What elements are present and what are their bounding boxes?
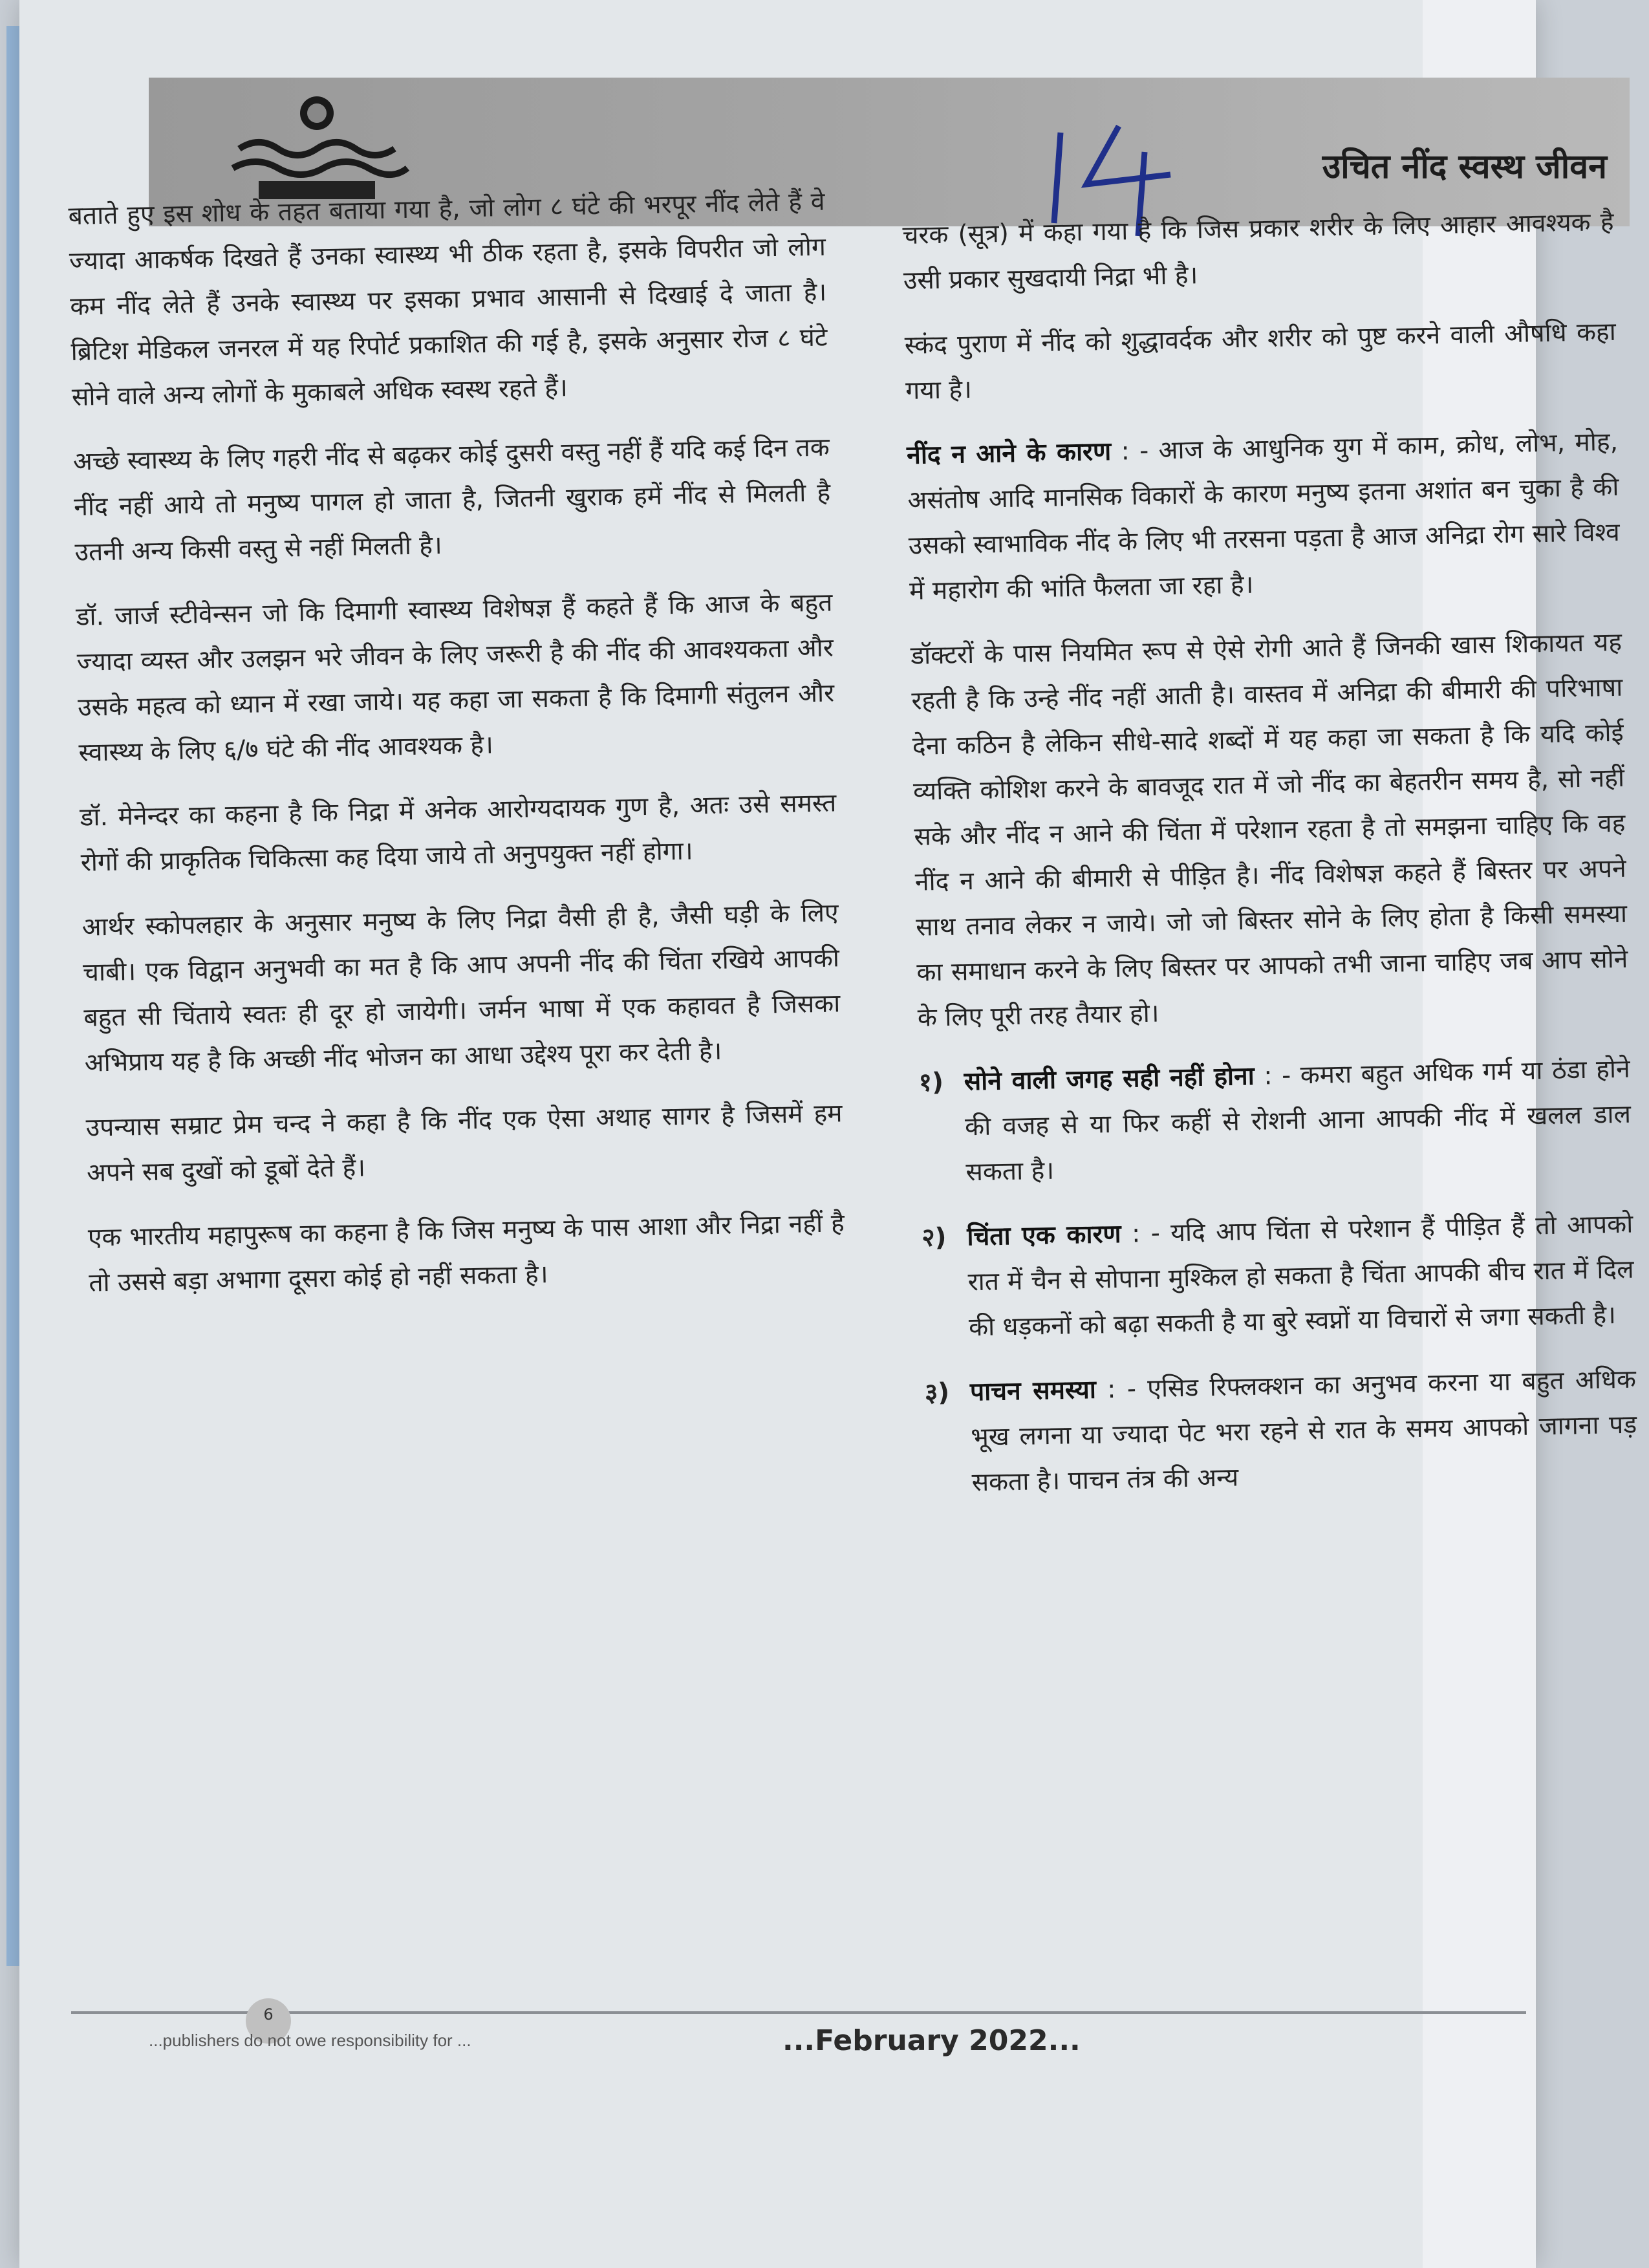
- list-text: : - एसिड रिफ्लक्शन का अनुभव करना या बहुत अधिक भूख लगना या ज्यादा पेट भरा रहने से रात के समय आपको जागना पड़ सकता है। पाचन तंत्र की अन्य: [970, 1365, 1637, 1498]
- paragraph: चरक (सूत्र) में कहा गया है कि जिस प्रकार शरीर के लिए आहार आवश्यक है उसी प्रकार सुखदायी निद्रा भी है।: [902, 207, 1614, 296]
- footer-magazine-name: ...February 2022...: [782, 2024, 1081, 2057]
- list-heading: चिंता एक कारण: [966, 1219, 1122, 1252]
- left-column: [68, 180, 846, 1326]
- paragraph: बताते हुए इस शोध के तहत बताया गया है, जो लोग ८ घंटे की भरपूर नींद लेते हैं वे ज्यादा आकर्षक दिखते हैं उनका स्वास्थ्य भी ठीक रहता है, इसके विपरीत जो लोग कम नींद लेते हैं उनके स्वास्थ्य पर इसका प्रभाव आसानी से दिखाई दे जाता है। ब्रिटिश मेडिकल जनरल में यह रिपोर्ट प्रकाशित की गई है, इसके अनुसार रोज ८ घंटे सोने वाले अन्य लोगों के मुकाबले अधिक स्वस्थ रहते हैं।: [68, 187, 828, 412]
- paragraph: एक भारतीय महापुरूष का कहना है कि जिस मनुष्य के पास आशा और निद्रा नहीं है तो उससे बड़ा अभागा दूसरा कोई हो नहीं सकता है।: [87, 1209, 845, 1298]
- article-title: उचित नींद स्वस्थ जीवन: [1322, 147, 1607, 186]
- list-number: ३): [924, 1377, 950, 1408]
- paragraph: अच्छे स्वास्थ्य के लिए गहरी नींद से बढ़कर कोई दुसरी वस्तु नहीं हैं यदि कई दिन तक नींद नहीं आये तो मनुष्य पागल हो जाता है, जितनी खुराक हमें नींद से मिलती है उतनी अन्य किसी वस्तु से नहीं मिलती है।: [72, 433, 831, 567]
- causes-heading: नींद न आने के कारण: [906, 437, 1112, 470]
- list-body: [967, 1202, 1635, 1351]
- causes-text: : - आज के आधुनिक युग में काम, क्रोध, लोभ, मोह, असंतोष आदि मानसिक विकारों के कारण मनुष्य इतना अशांत बन चुका है की उसको स्वाभाविक नींद के लिए भी तरसना पड़ता है आज अनिद्रा रोग सारे विश्व में महारोग की भांति फैलता जा रहा है।: [907, 427, 1621, 606]
- paragraph: डॉक्टरों के पास नियमित रूप से ऐसे रोगी आते हैं जिनकी खास शिकायत यह रहती है कि उन्हे नींद नहीं आती है। वास्तव में अनिद्रा की बीमारी की परिभाषा देना कठिन है लेकिन सीधे-सादे शब्दों में यह कहा जा सकता है कि यदि कोई व्यक्ति कोशिश करने के बावजूद रात में जो नींद का बेहतरीन समय है, सो नहीं सके और नींद न आने की चिंता में परेशान रहता है तो समझना चाहिए कि वह नींद न आने की बीमारी से पीड़ित है। नींद विशेषज्ञ कहते हैं बिस्तर पर अपने साथ तनाव लेकर न जाये। जो जो बिस्तर सोने के लिए होता है किसी समस्या का समाधान करने के लिए बिस्तर पर आपको तभी जाना चाहिए जब आप सोने के लिए पूरी तरह तैयार हो।: [910, 627, 1628, 1033]
- right-column: [902, 200, 1639, 1526]
- list-item: [918, 1047, 1632, 1196]
- list-text: : - यदि आप चिंता से परेशान हैं पीड़ित हैं तो आपको रात में चैन से सोपाना मुश्किल हो सकता है चिंता आपकी बीच रात में दिल की धड़कनों को बढ़ा सकती है या बुरे स्वप्नों या विचारों से जगा सकती है।: [967, 1209, 1634, 1343]
- list-heading: पाचन समस्या: [969, 1375, 1097, 1407]
- list-body: [969, 1357, 1638, 1506]
- footer-page-number: 6: [246, 1998, 291, 2044]
- paragraph: आर्थर स्कोपलहार के अनुसार मनुष्य के लिए निद्रा वैसी ही है, जैसी घड़ी के लिए चाबी। एक विद्वान अनुभवी का मत है कि आप अपनी नींद की चिंता रखिये आपकी बहुत सी चिंताये स्वतः ही दूर हो जायेगी। जर्मन भाषा में एक कहावत है जिसका अभिप्राय यह है कि अच्छी नींद भोजन का आधा उद्देश्य पूरा कर देती है।: [81, 898, 841, 1078]
- list-number: २): [921, 1222, 947, 1253]
- footer-disclaimer: ...publishers do not owe responsibility for ...: [149, 2031, 471, 2050]
- list-text: : - कमरा बहुत अधिक गर्म या ठंडा होने की वजह से या फिर कहीं से रोशनी आना आपकी नींद में खलल डाल सकता है।: [964, 1054, 1632, 1187]
- causes-paragraph: [907, 420, 1621, 614]
- paragraph: डॉ. मेनेन्दर का कहना है कि निद्रा में अनेक आरोग्यदायक गुण है, अतः उसे समस्त रोगों की प्राकृतिक चिकित्सा कह दिया जाये तो अनुपयुक्त नहीं होगा।: [80, 788, 837, 878]
- list-item: [921, 1202, 1635, 1352]
- list-heading: सोने वाली जगह सही नहीं होना: [964, 1061, 1255, 1097]
- magazine-page: [19, 0, 1637, 2268]
- list-body: [964, 1047, 1632, 1196]
- paragraph: डॉ. जार्ज स्टीवेन्सन जो कि दिमागी स्वास्थ्य विशेषज्ञ हैं कहते हैं कि आज के बहुत ज्यादा व्यस्त और उलझन भरे जीवन के लिए जरूरी है की नींद की आवश्यकता और उसके महत्व को ध्यान में रखा जाये। यह कहा जा सकता है कि दिमागी संतुलन और स्वास्थ्य के लिए ६/७ घंटे की नींद आवश्यक है।: [76, 588, 835, 768]
- paragraph: स्कंद पुराण में नींद को शुद्धावर्दक और शरीर को पुष्ट करने वाली औषधि कहा गया है।: [904, 317, 1617, 405]
- page-edge-blue: [6, 26, 21, 1966]
- list-number: १): [918, 1068, 944, 1097]
- paragraph: उपन्यास सम्राट प्रेम चन्द ने कहा है कि नींद एक ऐसा अथाह सागर है जिसमें हम अपने सब दुखों को डूबों देते हैं।: [85, 1099, 843, 1188]
- list-item: [924, 1357, 1638, 1507]
